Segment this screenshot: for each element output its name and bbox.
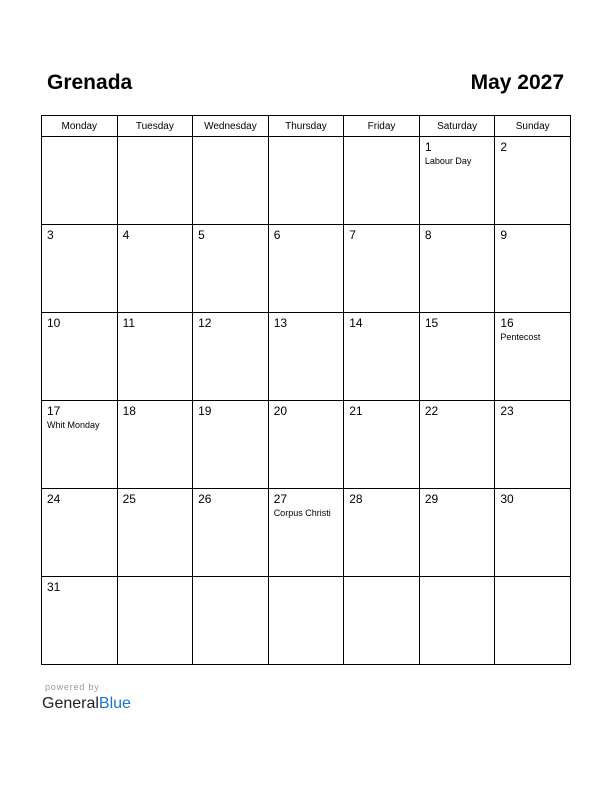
weekday-header-row [42,116,571,137]
day-cell [495,401,571,489]
brand-name-part2: Blue [98,695,131,712]
holiday-label: Pentecost [500,332,541,342]
empty-day-cell [193,577,269,665]
empty-day-cell [344,137,420,225]
day-cell [117,401,193,489]
week-row [42,489,571,577]
day-number: 6 [273,228,281,242]
day-number: 23 [500,404,514,418]
day-number: 7 [349,228,356,242]
day-number: 11 [122,316,136,330]
week-row [42,225,571,313]
empty-day-cell [268,577,344,665]
day-number: 31 [47,580,61,594]
day-number: 25 [122,492,136,506]
day-cell [344,225,420,313]
weekday-header: Saturday [419,116,495,137]
day-cell [193,313,269,401]
day-number: 14 [349,316,363,330]
day-number: 30 [500,492,514,506]
day-number: 8 [424,228,432,242]
day-number: 4 [122,228,130,242]
day-cell [193,489,269,577]
holiday-label: Labour Day [424,156,472,166]
day-number: 13 [273,316,288,330]
day-cell [419,225,495,313]
day-number: 3 [47,228,54,242]
day-cell [42,489,118,577]
day-number: 9 [500,228,508,242]
empty-day-cell [495,577,571,665]
powered-by-label: powered by [45,682,100,692]
day-number: 26 [198,492,212,506]
day-number: 5 [198,228,205,242]
month-year-title: May 2027 [470,71,564,94]
day-cell [344,313,420,401]
holiday-label: Corpus Christi [273,508,331,518]
day-number: 29 [424,492,439,506]
brand-name-part1: General [42,695,99,712]
day-cell [42,401,118,489]
day-cell [42,313,118,401]
day-number: 17 [47,404,61,418]
weekday-header: Friday [344,116,420,137]
week-row [42,137,571,225]
day-cell [193,401,269,489]
day-cell [495,137,571,225]
day-cell [42,577,118,665]
weekday-header: Thursday [268,116,344,137]
day-cell [419,137,495,225]
day-cell [42,225,118,313]
day-cell [268,489,344,577]
day-cell [117,489,193,577]
week-row [42,401,571,489]
day-number: 1 [424,140,432,154]
day-number: 16 [500,316,514,330]
day-number: 2 [500,140,508,154]
day-cell [495,225,571,313]
day-cell [268,401,344,489]
day-cell [344,401,420,489]
day-cell [495,313,571,401]
day-cell [344,489,420,577]
day-number: 12 [198,316,212,330]
week-row [42,313,571,401]
day-number: 21 [349,404,363,418]
brand-logo[interactable] [42,694,131,714]
day-number: 20 [273,404,288,418]
holiday-label: Whit Monday [47,420,100,430]
calendar-grid [41,115,571,665]
day-number: 19 [198,404,212,418]
day-cell [419,489,495,577]
day-number: 10 [47,316,61,330]
empty-day-cell [419,577,495,665]
day-cell [193,225,269,313]
day-cell [268,225,344,313]
day-cell [117,225,193,313]
empty-day-cell [117,577,193,665]
weekday-header: Monday [42,116,118,137]
empty-day-cell [344,577,420,665]
calendar-body [42,137,571,665]
empty-day-cell [117,137,193,225]
weekday-header: Wednesday [193,116,269,137]
day-cell [117,313,193,401]
day-number: 15 [424,316,439,330]
empty-day-cell [268,137,344,225]
day-number: 22 [424,404,439,418]
weekday-header: Tuesday [117,116,193,137]
day-cell [419,313,495,401]
weekday-header: Sunday [495,116,571,137]
country-title: Grenada [47,71,133,94]
empty-day-cell [42,137,118,225]
day-number: 27 [273,492,288,506]
empty-day-cell [193,137,269,225]
day-cell [419,401,495,489]
week-row [42,577,571,665]
day-cell [268,313,344,401]
day-number: 18 [122,404,136,418]
day-cell [495,489,571,577]
day-number: 24 [47,492,61,506]
day-number: 28 [349,492,363,506]
